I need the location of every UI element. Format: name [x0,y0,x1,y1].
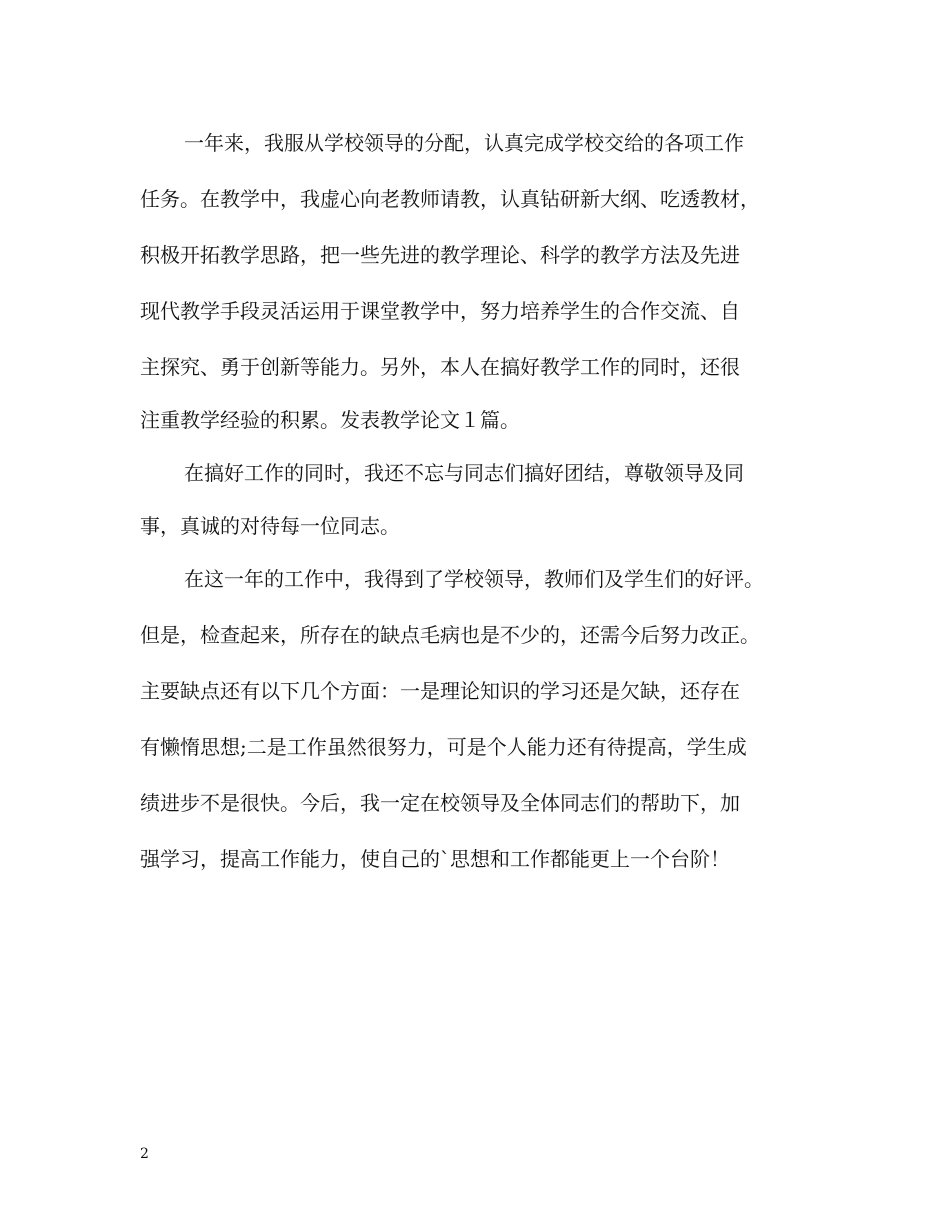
paragraph-3-line-5: 绩进步不是很快。今后，我一定在校领导及全体同志们的帮助下，加 [140,791,740,815]
paragraph-1-line-2: 任务。在教学中，我虚心向老教师请教，认真钻研新大纲、吃透教材， [140,187,760,211]
paragraph-1-line-3: 积极开拓教学思路，把一些先进的教学理论、科学的教学方法及先进 [140,243,740,267]
paragraph-1-line-6: 注重教学经验的积累。发表教学论文１篇。 [140,408,520,432]
paragraph-1-line-4: 现代教学手段灵活运用于课堂教学中，努力培养学生的合作交流、自 [140,299,740,323]
paragraph-3-line-3: 主要缺点还有以下几个方面：一是理论知识的学习还是欠缺，还存在 [140,679,740,703]
paragraph-3-line-1: 在这一年的工作中，我得到了学校领导，教师们及学生们的好评。 [184,567,764,591]
paragraph-1-line-1: 一年来，我服从学校领导的分配，认真完成学校交给的各项工作 [184,131,744,155]
paragraph-3-line-6: 强学习，提高工作能力，使自己的`思想和工作都能更上一个台阶！ [140,847,730,871]
paragraph-3-line-2: 但是，检查起来，所存在的缺点毛病也是不少的，还需今后努力改正。 [140,623,760,647]
document-body [140,115,820,887]
paragraph-3-line-4: 有懒惰思想;二是工作虽然很努力，可是个人能力还有待提高，学生成 [140,735,747,759]
page-number: 2 [140,1146,149,1162]
paragraph-1-line-5: 主探究、勇于创新等能力。另外，本人在搞好教学工作的同时，还很 [140,355,740,379]
paragraph-2-line-1: 在搞好工作的同时，我还不忘与同志们搞好团结，尊敬领导及同 [184,461,744,485]
paragraph-2-line-2: 事，真诚的对待每一位同志。 [140,514,400,538]
